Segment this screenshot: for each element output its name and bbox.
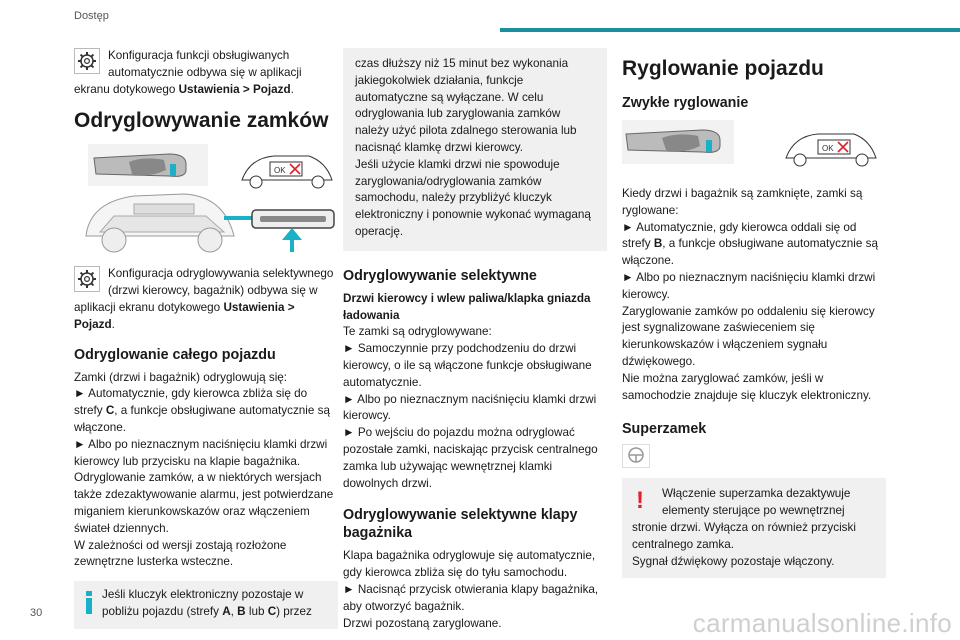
section-title-locking: Ryglowanie pojazdu [622,57,824,80]
header-accent-bar [500,28,960,32]
heading-selective-trunk: Odryglowywanie selektywne klapy bagażnika [343,507,578,542]
info-box-key-proximity: Jeśli kluczyk elektroniczny pozostaje w pobliżu pojazdu (strefy A, B lub C) przez [74,581,338,629]
info-icon [86,591,92,613]
running-header: Dostęp [74,10,109,22]
lock-illustration [622,118,886,176]
column-1: Konfiguracja funkcji obsługiwanych automatycznie odbywa się w aplikacji ekranu dotykowego Ustawienia > Pojazd. Odryglowywanie zamków OK Konfiguracja odryglowywania selektywnego (drzwi kierowcy, bagażnik) odbywa się w aplikacji ekranu dotykowego Ustawienia > Pojazd. Odryglowanie całego pojazdu Zamki (drzwi i bagażnik) odryglowują się: ► Automatycznie, gdy kierowca zbliża się do strefy C, a funkcje obsługiwane automatycznie są włączone. ► Albo po nieznacznym naciśnięciu klamki drzwi kierowcy lub przycisku na klapie bagażnika. Odryglowanie zamków, a w niektórych wersjach także zdezaktywowanie alarmu, jest potwierdzane miganiem kierunkowskazów oraz włączeniem świateł dziennych. W zależności od wersji zostają rozłożone zewnętrzne lusterka wsteczne. Jeśli kluczyk elektroniczny pozostaje w pobliżu pojazdu (strefy A, B lub C) przez [74,48,338,629]
watermark: carmanualsonline.info [692,608,952,638]
heading-superlock: Superzamek [622,421,707,438]
steering-wheel-icon [622,444,650,468]
column-3: Ryglowanie pojazdu Zwykłe ryglowanie OK Kiedy drzwi i bagażnik są zamknięte, zamki są ryglowane: ► Automatycznie, gdy kierowca oddali się od strefy B, a funkcje obsługiwane automatycznie są włączone. ► Albo po nieznacznym naciśnięciu klamki drzwi kierowcy. Zaryglowanie zamków po oddaleniu się kierowcy jest sygnalizowane zaświeceniem się kierunkowskazów i włączeniem sygnału dźwiękowego. Nie można zaryglować zamków, jeśli w samochodzie znajduje się kluczyk elektroniczny. Superzamek ! Włączenie superzamka dezaktywuje elementy sterujące po wewnętrznej stronie drzwi. Wyłącza on również przyciski centralnego zamka. Sygnał dźwiękowy pozostaje włączony. [622,48,886,578]
gear-icon [74,266,100,292]
gear-icon [74,48,100,74]
column-2: czas dłuższy niż 15 minut bez wykonania jakiegokolwiek działania, funkcje automatyczne są wyłączane. W celu odryglowania lub zaryglowania zamków należy użyć pilota zdalnego sterowania lub nacisnąć klamkę drzwi kierowcy. Jeśli użycie klamki drzwi nie spowoduje zaryglowania/odryglowania zamków samochodu, należy przybliżyć kluczyk elektroniczny i ponownie wykonać wymaganą operację. Odryglowywanie selektywne Drzwi kierowcy i wlew paliwa/klapka gniazda ładowania Te zamki są odryglowywane: ► Samoczynnie przy podchodzeniu do drzwi kierowcy, o ile są włączone funkcje obsługiwane automatycznie. ► Albo po nieznacznym naciśnięciu klamki drzwi kierowcy. ► Po wejściu do pojazdu można odryglować pozostałe zamki, naciskając przycisk centralnego zamka lub używając wewnętrznej klamki dowolnych drzwi. Odryglowywanie selektywne klapy bagażnika Klapa bagażnika odryglowuje się automatycznie, gdy kierowca zbliża się do tyłu samochodu. ► Nacisnąć przycisk otwierania klapy bagażnika, aby otworzyć bagażnik. Drzwi pozostaną zaryglowane. [343,48,607,632]
ok-label: OK [822,144,834,153]
selective-settings-note: Konfiguracja odryglowywania selektywnego (drzwi kierowcy, bagażnik) odbywa się w aplikacji ekranu dotykowego Ustawienia > Pojazd. [74,267,334,331]
warning-icon: ! [636,487,644,515]
info-box-continued: czas dłuższy niż 15 minut bez wykonania jakiegokolwiek działania, funkcje automatyczne są wyłączane. W celu odryglowania lub zaryglowania zamków należy użyć pilota zdalnego sterowania lub nacisnąć klamkę drzwi kierowcy. Jeśli użycie klamki drzwi nie spowoduje zaryglowania/odryglowania zamków samochodu, należy przybliżyć kluczyk elektroniczny i ponownie wykonać wymaganą operację. [343,48,607,251]
unlock-car-illustration [74,144,338,256]
settings-note: Konfiguracja funkcji obsługiwanych automatycznie odbywa się w aplikacji ekranu dotykowego Ustawienia > Pojazd. [74,49,302,96]
heading-selective-unlock: Odryglowywanie selektywne [343,267,537,284]
warning-box-superlock: ! Włączenie superzamka dezaktywuje elementy sterujące po wewnętrznej stronie drzwi. Wyłącza on również przyciski centralnego zamka. Sygnał dźwiękowy pozostaje włączony. [622,478,886,578]
heading-full-unlock: Odryglowanie całego pojazdu [74,346,276,363]
section-title-unlocking: Odryglowywanie zamków [74,109,329,133]
unlock-illustration [74,144,338,256]
page-number: 30 [30,607,43,619]
lock-car-illustration [622,118,886,176]
ok-label: OK [274,166,286,176]
heading-normal-lock: Zwykłe ryglowanie [622,95,749,111]
